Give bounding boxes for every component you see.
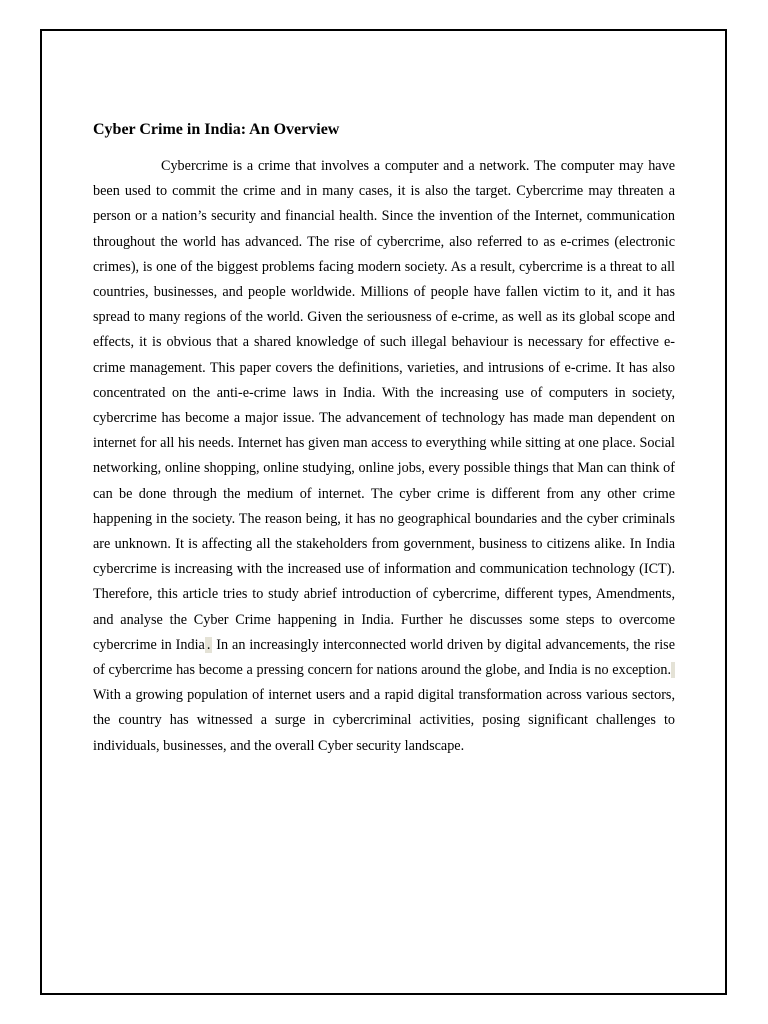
paragraph-text-part-3: With a growing population of internet users and a rapid digital transformation across various sectors, the country has witnessed a surge in cybercriminal activities, posing significant challenges to individuals, businesses, and the overall Cyber security landscape.: [93, 687, 675, 754]
document-title: Cyber Crime in India: An Overview: [93, 121, 340, 138]
body-paragraph: [93, 154, 675, 759]
paragraph-text-part-1: Cybercrime is a crime that involves a computer and a network. The computer may have been used to commit the crime and in many cases, it is also the target. Cybercrime may threaten a person or a nation’s security and financial health. Since the invention of the Internet, communication throughout the world has advanced. The rise of cybercrime, also referred to as e-crimes (electronic crimes), is one of the biggest problems facing modern society. As a result, cybercrime is a threat to all countries, businesses, and people worldwide. Millions of people have fallen victim to it, and it has spread to many regions of the world. Given the seriousness of e-crime, as well as its global scope and effects, it is obvious that a shared knowledge of such illegal behaviour is necessary for effective e-crime management. This paper covers the definitions, varieties, and intrusions of e-crime. It has also concentrated on the anti-e-crime laws in India. With the increasing use of computers in society, cybercrime has become a major issue. The advancement of technology has made man dependent on internet for all his needs. Internet has given man access to everything while sitting at one place. Social networking, online shopping, online studying, online jobs, every possible things that Man can think of can be done through the medium of internet. The cyber crime is different from any other crime happening in the society. The reason being, it has no geographical boundaries and the cyber criminals are unknown. It is affecting all the stakeholders from government, business to citizens alike. In India cybercrime is increasing with the increased use of information and communication technology (ICT). Therefore, this article tries to study abrief introduction of cybercrime, different types, Amendments, and analyse the Cyber Crime happening in India. Further he discusses some steps to overcome cybercrime in India: [93, 158, 675, 653]
highlighted-period: .: [206, 636, 211, 653]
paragraph-text-part-2: In an increasingly interconnected world driven by digital advancements, the rise of cybercrime has become a pressing concern for nations around the globe, and India is no exception.: [93, 636, 675, 679]
highlighted-space: [671, 662, 675, 678]
page-border: [40, 29, 727, 995]
